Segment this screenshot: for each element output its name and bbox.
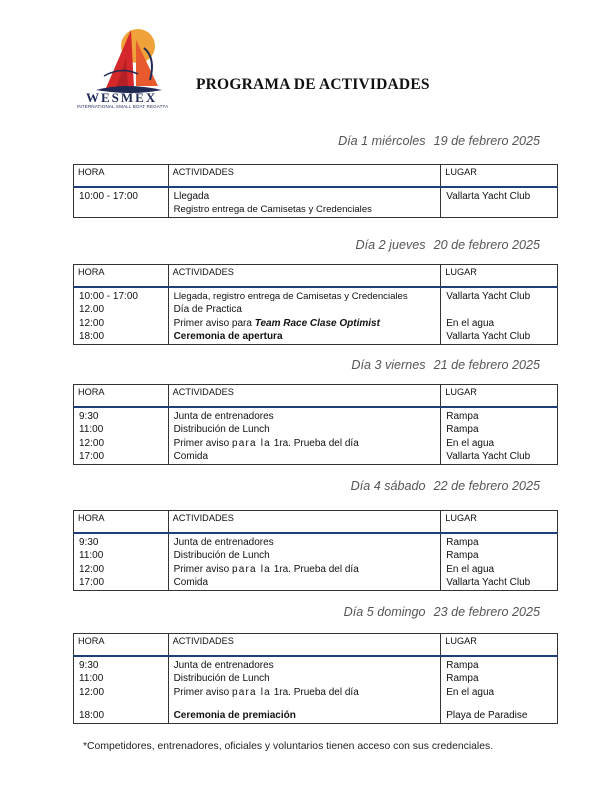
table-body-row: [74, 656, 558, 723]
activity-text: Primer aviso: [173, 563, 230, 575]
time-column: [74, 407, 169, 464]
activity-column: [168, 407, 441, 464]
activity-cell: Llegada: [173, 191, 210, 202]
activity-cell: Día de Practica: [173, 304, 242, 316]
time-cell: 10:00 - 17:00: [79, 291, 138, 302]
day-label: Día 5 domingo: [343, 605, 426, 619]
time-cell: [79, 699, 168, 709]
place-cell: Rampa: [446, 673, 479, 685]
header-lugar: LUGAR: [441, 511, 558, 534]
activity-spread: para la: [231, 437, 271, 449]
schedule-table: [73, 164, 558, 218]
time-cell: 11:00: [79, 550, 104, 562]
day-date: 23 de febrero 2025: [433, 605, 540, 619]
place-cell: En el agua: [446, 563, 495, 575]
table-body-row: [74, 407, 558, 464]
place-column: [441, 407, 558, 464]
time-column: [74, 187, 169, 217]
table-header-row: [74, 385, 558, 408]
time-column: [74, 656, 169, 723]
time-cell: 12:00: [79, 437, 105, 449]
day-date: 20 de febrero 2025: [433, 238, 540, 252]
time-cell: 18:00: [79, 710, 105, 722]
header-actividades: ACTIVIDADES: [168, 385, 441, 408]
day-label: Día 4 sábado: [350, 479, 426, 493]
header-lugar: LUGAR: [441, 634, 558, 657]
activity-cell: Junta de entrenadores: [173, 411, 274, 422]
header-lugar: LUGAR: [441, 165, 558, 188]
activity-cell: [174, 317, 441, 330]
day-label: Día 3 viernes: [351, 358, 426, 372]
header-hora: HORA: [74, 265, 169, 288]
table-body-row: [74, 287, 558, 344]
activity-column: [168, 187, 441, 217]
logo-word: WESMEX: [86, 90, 158, 105]
page-title: PROGRAMA DE ACTIVIDADES: [196, 76, 430, 93]
header-hora: HORA: [74, 511, 169, 534]
place-cell: Vallarta Yacht Club: [446, 577, 531, 589]
activity-column: [168, 287, 441, 344]
time-cell: 9:30: [79, 660, 99, 671]
time-cell: 12:00: [79, 563, 105, 575]
activity-column: [168, 533, 441, 590]
place-cell: Playa de Paradise: [446, 710, 528, 722]
header-hora: HORA: [74, 634, 169, 657]
place-column: [441, 287, 558, 344]
time-cell: 12:00: [79, 317, 105, 329]
place-cell: Vallarta Yacht Club: [446, 291, 531, 302]
place-cell: [446, 699, 557, 709]
place-cell: Rampa: [446, 660, 479, 671]
table-header-row: [74, 265, 558, 288]
day-heading: [351, 479, 540, 493]
place-cell: Vallarta Yacht Club: [446, 451, 531, 463]
header-hora: HORA: [74, 385, 169, 408]
header-actividades: ACTIVIDADES: [168, 511, 441, 534]
schedule-table: [73, 264, 558, 345]
place-cell: Rampa: [446, 424, 479, 436]
day-heading: [344, 605, 540, 619]
activity-spread: para la: [231, 686, 271, 698]
activity-cell: Junta de entrenadores: [173, 660, 274, 671]
header-actividades: ACTIVIDADES: [168, 265, 441, 288]
place-column: [441, 187, 558, 217]
activity-cell: Comida: [173, 577, 209, 589]
place-cell: Rampa: [446, 550, 479, 562]
activity-cell: Distribución de Lunch: [173, 424, 270, 436]
footnote: *Competidores, entrenadores, oficiales y voluntarios tienen acceso con sus credenciales.: [83, 741, 494, 752]
time-cell: 12:00: [79, 686, 105, 698]
activity-emphasis: Team Race Clase Optimist: [254, 317, 380, 329]
day-heading: [356, 238, 540, 252]
header-lugar: LUGAR: [441, 385, 558, 408]
activity-cell: [174, 563, 441, 576]
activity-text: Primer aviso para: [173, 317, 252, 329]
header-actividades: ACTIVIDADES: [168, 634, 441, 657]
time-cell: 17:00: [79, 451, 105, 463]
place-column: [441, 656, 558, 723]
activity-cell: Llegada, registro entrega de Camisetas y Credenciales: [173, 291, 408, 302]
place-column: [441, 533, 558, 590]
activity-cell: Distribución de Lunch: [173, 550, 270, 562]
table-header-row: [74, 511, 558, 534]
day-label: Día 2 jueves: [355, 238, 426, 252]
place-cell: Rampa: [446, 537, 479, 548]
activity-cell: Ceremonia de premiación: [173, 710, 296, 722]
header-lugar: LUGAR: [441, 265, 558, 288]
header-hora: HORA: [74, 165, 169, 188]
logo-subtitle: INTERNATIONAL SMALL BOAT REGATTA: [77, 104, 169, 109]
activity-spread: para la: [231, 563, 271, 575]
day-date: 19 de febrero 2025: [433, 134, 540, 148]
time-cell: 10:00 - 17:00: [79, 191, 138, 202]
time-cell: 11:00: [79, 424, 104, 436]
table-body-row: [74, 533, 558, 590]
time-cell: [79, 203, 168, 216]
time-cell: 17:00: [79, 577, 105, 589]
time-cell: 12.00: [79, 304, 105, 316]
day-heading: [338, 134, 540, 148]
time-cell: 18:00: [79, 331, 105, 343]
activity-cell: Comida: [173, 451, 209, 463]
day-heading: [351, 358, 540, 372]
activity-tail: 1ra. Prueba del día: [273, 563, 359, 575]
table-header-row: [74, 165, 558, 188]
schedule-table: [73, 510, 558, 591]
time-column: [74, 533, 169, 590]
place-cell: En el agua: [446, 686, 495, 698]
header-actividades: ACTIVIDADES: [168, 165, 441, 188]
time-column: [74, 287, 169, 344]
schedule-table: [73, 384, 558, 465]
activity-cell: Junta de entrenadores: [173, 537, 274, 548]
schedule-table: [73, 633, 558, 724]
table-header-row: [74, 634, 558, 657]
place-cell: Rampa: [446, 411, 479, 422]
activity-tail: 1ra. Prueba del día: [273, 437, 359, 449]
table-body-row: [74, 187, 558, 217]
place-cell: Vallarta Yacht Club: [446, 191, 531, 202]
activity-column: [168, 656, 441, 723]
activity-text: Primer aviso: [173, 686, 230, 698]
place-cell: En el agua: [446, 437, 495, 449]
place-cell: [446, 203, 557, 216]
activity-cell: Ceremonia de apertura: [173, 331, 283, 343]
time-cell: 9:30: [79, 411, 99, 422]
activity-text: Primer aviso: [173, 437, 230, 449]
activity-cell: Distribución de Lunch: [173, 673, 270, 685]
day-label: Día 1 miércoles: [338, 134, 426, 148]
place-cell: Vallarta Yacht Club: [446, 331, 531, 343]
day-date: 21 de febrero 2025: [433, 358, 540, 372]
activity-cell: Registro entrega de Camisetas y Credenciales: [173, 204, 372, 216]
place-cell: [446, 303, 557, 316]
day-date: 22 de febrero 2025: [433, 479, 540, 493]
time-cell: 9:30: [79, 537, 99, 548]
place-cell: En el agua: [446, 317, 495, 329]
activity-cell: [174, 699, 441, 709]
time-cell: 11:00: [79, 673, 104, 685]
activity-cell: [174, 686, 441, 699]
activity-tail: 1ra. Prueba del día: [273, 686, 359, 698]
activity-cell: [174, 437, 441, 450]
